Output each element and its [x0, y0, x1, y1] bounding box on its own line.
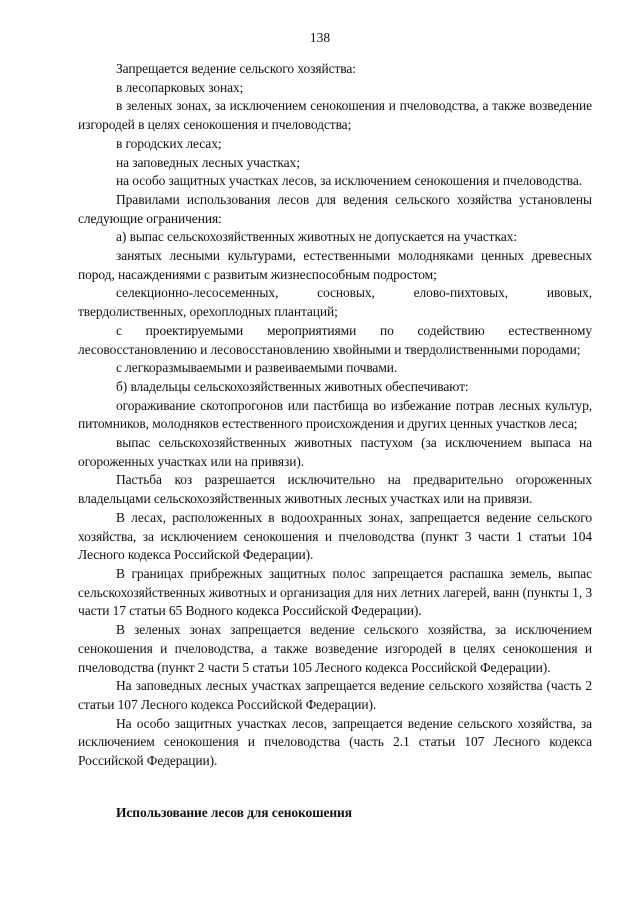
paragraph: Пастьба коз разрешается исключительно на предварительно огороженных владельцами сельскохозяйственных животных лесных участках или на привязи. — [78, 472, 592, 507]
paragraph: На заповедных лесных участках запрещается ведение сельского хозяйства (часть 2 статьи 107 Лесного кодекса Российской Федерации). — [78, 678, 592, 712]
paragraph: В лесах, расположенных в водоохранных зонах, запрещается ведение сельского хозяйства, за исключением сенокошения и пчеловодства (пункт 3 части 1 статьи 104 Лесного кодекса Российской Федерации). — [78, 509, 592, 563]
paragraph: с легкоразмываемыми и развеиваемыми почвами. — [116, 360, 398, 376]
page-number: 138 — [309, 30, 331, 45]
paragraph: а) выпас сельскохозяйственных животных не допускается на участках: — [116, 229, 517, 245]
section-heading: Использование лесов для сенокошения — [116, 805, 352, 820]
paragraph: на заповедных лесных участках; — [116, 154, 300, 170]
paragraph: Правилами использования лесов для ведения сельского хозяйства установлены следующие ограничения: — [78, 191, 592, 226]
paragraph: выпас сельскохозяйственных животных пастухом (за исключением выпаса на огороженных участках или на привязи). — [78, 435, 592, 469]
paragraph: Запрещается ведение сельского хозяйства: — [116, 61, 356, 76]
paragraph: селекционно-лесосеменных, сосновых, елово-пихтовых, ивовых, твердолиственных, орехоплодных плантаций; — [78, 285, 592, 320]
paragraph: на особо защитных участках лесов, за исключением сенокошения и пчеловодства. — [116, 173, 583, 189]
paragraph: занятых лесными культурами, естественными молодняками ценных древесных пород, насаждениями с развитым жизнеспособным подростом; — [78, 248, 592, 282]
paragraph: в зеленых зонах, за исключением сенокошения и пчеловодства, а также возведение изгородей в целях сенокошения и пчеловодства; — [78, 98, 592, 133]
paragraph: огораживание скотопрогонов или пастбища во избежание потрав лесных культур, питомников, молодняков естественного происхождения и других ценных участков леса; — [78, 397, 592, 432]
body-text — [78, 60, 592, 771]
paragraph: В границах прибрежных защитных полос запрещается распашка земель, выпас сельскохозяйственных животных и организация для них летних лагерей, ванн (пункты 1, 3 части 17 статьи 65 Водного кодекса Российской Федерации). — [78, 565, 593, 619]
paragraph: в лесопарковых зонах; — [116, 79, 244, 95]
paragraph: б) владельцы сельскохозяйственных животных обеспечивают: — [116, 378, 469, 394]
paragraph: На особо защитных участках лесов, запрещается ведение сельского хозяйства, за исключением сенокошения и пчеловодства (часть 2.1 статьи 107 Лесного кодекса Российской Федерации). — [78, 715, 592, 769]
paragraph: с проектируемыми мероприятиями по содействию естественному лесовосстановлению и лесовосстановлению хвойными и твердолиственными породами; — [78, 322, 592, 357]
paragraph: В зеленых зонах запрещается ведение сельского хозяйства, за исключением сенокошения и пчеловодства, а также возведение изгородей в целях сенокошения и пчеловодства (пункт 2 части 5 статьи 105 Лесного кодекса Российской Федерации). — [78, 622, 592, 675]
paragraph: в городских лесах; — [116, 135, 222, 151]
